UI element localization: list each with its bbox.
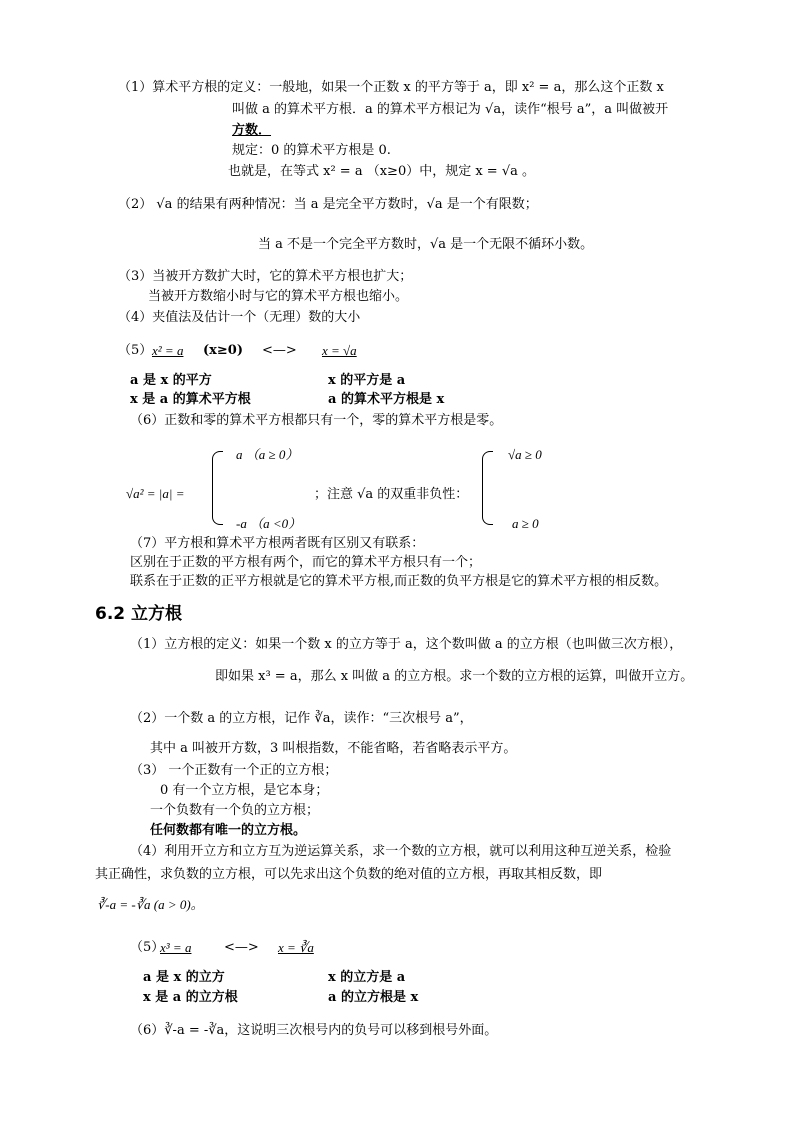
cube-sign-line-4: 任何数都有唯一的立方根。 — [150, 823, 307, 838]
s5-row2-left: x 是 a 的算术平方根 — [130, 392, 251, 407]
s7-line-2: 区别在于正数的平方根有两个，而它的算术平方根只有一个； — [130, 555, 482, 570]
cube-notation-line: （2）一个数 a 的立方根，记作 ∛a，读作：“三次根号 a”， — [130, 711, 473, 726]
left-brace — [212, 451, 223, 525]
c5-row2-right: a 的立方根是 x — [328, 990, 419, 1005]
c5-label: （5） — [130, 940, 165, 955]
two-cases-line-2: 当 a 不是一个完全平方数时，√a 是一个无限不循环小数。 — [258, 237, 594, 252]
s6-text: （6）正数和零的算术平方根都只有一个，零的算术平方根是零。 — [130, 413, 503, 428]
section-heading-6-2: 6.2 立方根 — [95, 604, 183, 624]
c6-line: （6）∛-a = -∛a，这说明三次根号内的负号可以移到根号外面。 — [130, 1023, 498, 1038]
def-line-3: 方数． — [232, 123, 272, 138]
s7-line-3: 联系在于正数的正平方根就是它的算术平方根,而正数的负平方根是它的算术平方根的相反数。 — [130, 574, 668, 589]
def-line-2: 叫做 a 的算术平方根．a 的算术平方根记为 √a，读作“根号 a”，a 叫做被开 — [232, 102, 669, 117]
cube-inverse-line-2: 其正确性，求负数的立方根，可以先求出这个负数的绝对值的立方根，再取其相反数，即 — [95, 867, 603, 882]
c5-row1-left: a 是 x 的立方 — [143, 970, 225, 985]
rule-line: 规定：0 的算术平方根是 0. — [232, 143, 391, 158]
s6-case2: -a （a <0） — [236, 516, 302, 531]
s5-condition: (x≥0) — [203, 343, 243, 358]
cube-index-line: 其中 a 叫被开方数，3 叫根指数，不能省略，若省略表示平方。 — [150, 741, 517, 756]
s5-row1-right: x 的平方是 a — [328, 373, 406, 388]
cube-inverse-formula: ∛-a = -∛a (a > 0)。 — [97, 897, 204, 912]
c5-row1-right: x 的立方是 a — [328, 970, 406, 985]
s6-nonneg-1: √a ≥ 0 — [508, 447, 542, 462]
s5-row2-right: a 的算术平方根是 x — [328, 392, 445, 407]
c5-eq-left: x³ = a — [160, 940, 192, 955]
def-line-1: （1）算术平方根的定义：一般地，如果一个正数 x 的平方等于 a，即 x² = a，那么这个正数 x — [118, 80, 664, 95]
c5-row2-left: x 是 a 的立方根 — [143, 990, 238, 1005]
c5-eq-right: x = ∛a — [278, 940, 314, 955]
s5-label: （5） — [118, 343, 153, 358]
s7-line-1: （7）平方根和算术平方根两者既有区别又有联系： — [130, 536, 425, 551]
c5-arrow: <—> — [224, 940, 259, 955]
s6-case1: a （a ≥ 0） — [236, 447, 299, 462]
right-brace — [482, 451, 493, 525]
cube-sign-line-2: 0 有一个立方根，是它本身； — [160, 783, 329, 798]
squeeze-method-line: （4）夹值法及估计一个（无理）数的大小 — [118, 310, 361, 325]
shrink-line: 当被开方数缩小时与它的算术平方根也缩小。 — [148, 289, 409, 304]
cube-sign-line-3: 一个负数有一个负的立方根； — [150, 803, 320, 818]
s6-nonneg-2: a ≥ 0 — [512, 516, 539, 531]
cube-sign-line-1: （3） 一个正数有一个正的立方根； — [130, 763, 338, 778]
cube-def-line-2: 即如果 x³ = a，那么 x 叫做 a 的立方根。求一个数的立方根的运算，叫做开立方。 — [215, 669, 694, 684]
two-cases-line-1: （2） √a 的结果有两种情况：当 a 是完全平方数时，√a 是一个有限数； — [118, 197, 538, 212]
s5-eq-right: x = √a — [322, 343, 357, 358]
s5-eq-left: x² = a — [152, 343, 184, 358]
s5-arrow: <—> — [262, 343, 297, 358]
expand-line: （3）当被开方数扩大时，它的算术平方根也扩大； — [118, 269, 413, 284]
s5-row1-left: a 是 x 的平方 — [130, 373, 212, 388]
cube-def-line-1: （1）立方根的定义：如果一个数 x 的立方等于 a，这个数叫做 a 的立方根（也叫做三次方根）， — [130, 637, 683, 652]
s6-note: ；注意 √a 的双重非负性： — [314, 487, 469, 502]
that-is-line: 也就是，在等式 x² = a （x≥0）中，规定 x = √a 。 — [228, 164, 535, 179]
cube-inverse-line-1: （4）利用开立方和立方互为逆运算关系，求一个数的立方根，就可以利用这种互逆关系，检验 — [130, 844, 672, 859]
s6-lhs: √a² = |a| = — [126, 486, 185, 501]
